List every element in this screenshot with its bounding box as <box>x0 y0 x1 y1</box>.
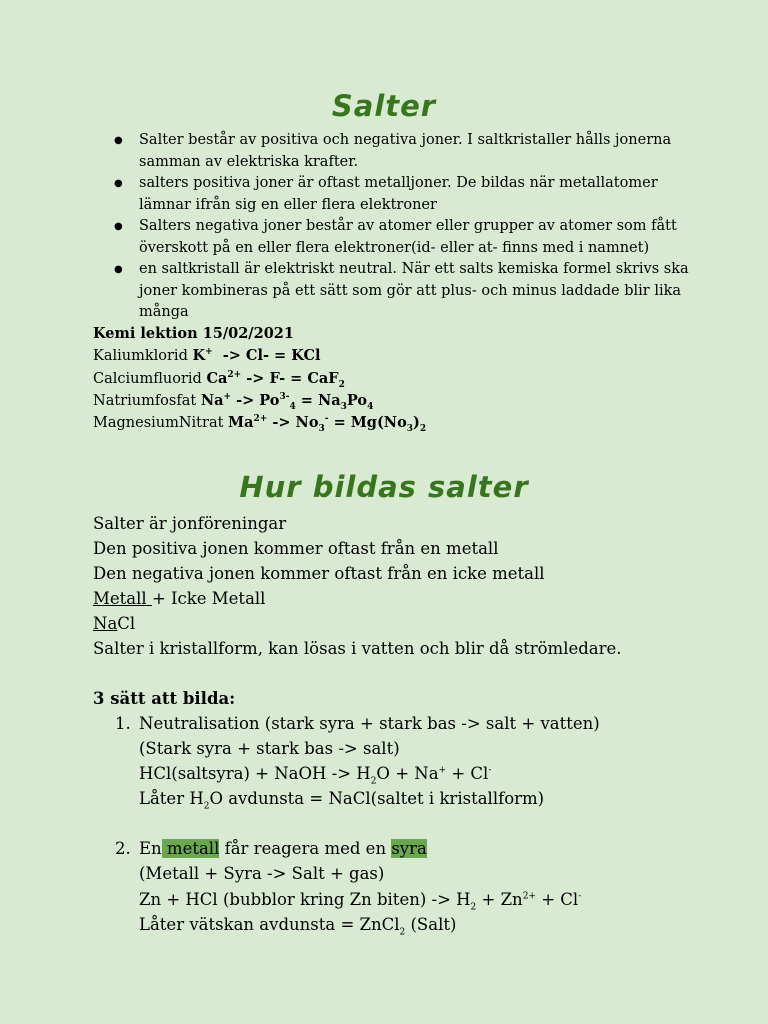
list-item: ● Salters negativa joner består av atomer eller grupper av atomer som fått överskott på en eller flera elektroner(id- eller at- finns med i namnet) <box>93 216 693 259</box>
text-line: Den positiva jonen kommer oftast från en metall <box>93 539 499 559</box>
numbered-list <box>93 711 600 937</box>
lesson-notes <box>93 323 426 434</box>
section-title: Hur bildas salter <box>239 470 529 504</box>
formula-row: Kaliumklorid K+ -> Cl- = KCl <box>93 347 321 365</box>
ways-heading: 3 sätt att bilda: <box>93 689 236 708</box>
list-item: ● en saltkristall är elektriskt neutral. När ett salts kemiska formel skrivs ska joner kombineras på ett sätt som gör att plus- och minus laddade blir lika många <box>93 259 693 324</box>
list-item: ● Salter består av positiva och negativa joner. I saltkristaller hålls jonerna samman av elektriska krafter. <box>93 130 693 173</box>
highlight-syra: syra <box>391 839 427 859</box>
text-line: Metall + Icke Metall <box>93 589 266 609</box>
formula-row: Natriumfosfat $Na^+ -> Po^{3-}_4 = Na_3Po_4$ <box>93 391 374 412</box>
list-item-2: 2. En metall får reagera med en syra (Metall + Syra -> Salt + gas) Zn + HCl (bubblor kring Zn biten) -> $H_2 + Zn^{2+} + Cl^-$ Låter vätskan avdunsta = ZnCl$_2$ (Salt) <box>115 839 582 937</box>
formula-row: Calciumfluorid $Ca^{2+} -> F- = CaF_2$ <box>93 369 345 390</box>
highlight-metall: metall <box>161 839 220 859</box>
text-line: Den negativa jonen kommer oftast från en icke metall <box>93 564 545 584</box>
text-line: Salter i kristallform, kan lösas i vatten och blir då strömledare. <box>93 639 622 659</box>
lesson-heading: Kemi lektion 15/02/2021 <box>93 325 294 342</box>
text-line: Salter är jonföreningar <box>93 514 287 533</box>
page-title: Salter <box>331 89 437 123</box>
text-line: NaCl <box>93 614 136 634</box>
intro-text <box>93 511 622 662</box>
formula-row: MagnesiumNitrat $Ma^{2+} -> No_3^- = Mg(No_3)_2$ <box>93 414 427 435</box>
bullet-list <box>93 130 693 324</box>
list-item-1: 1. Neutralisation (stark syra + stark bas -> salt + vatten) (Stark syra + stark bas -> salt) HCl(saltsyra) + NaOH -> $H_2O + Na^+ + Cl^-$ Låter $H_2O$ avdunsta = NaCl(saltet i kristallform) <box>115 714 600 812</box>
list-item: ● salters positiva joner är oftast metalljoner. De bildas när metallatomer lämnar ifrån sig en eller flera elektroner <box>93 173 693 216</box>
